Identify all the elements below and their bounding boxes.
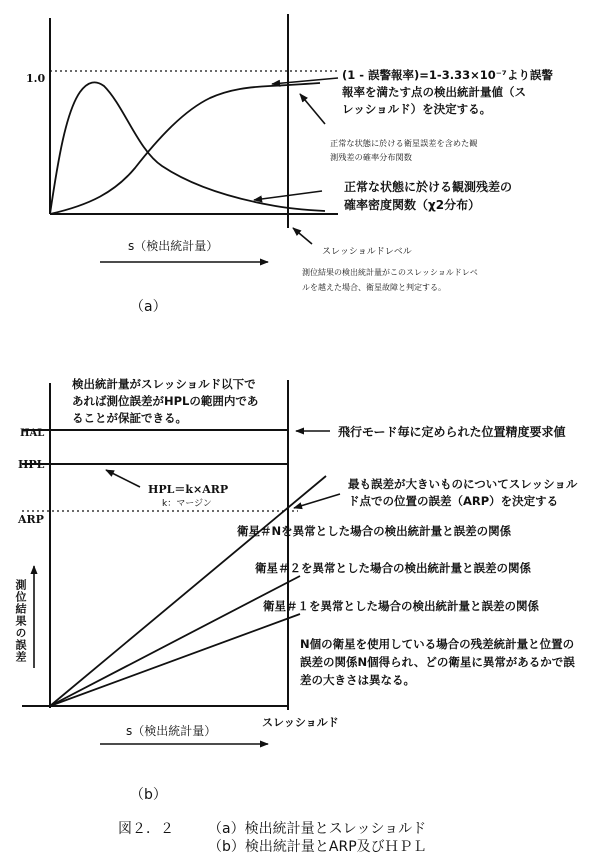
b-arp-note: 最も誤差が大きいものについてスレッショル ド点での位置の誤差（ARP）を決定する bbox=[348, 477, 578, 508]
a-pdf-label: 正常な状態に於ける観測残差の 確率密度関数（χ2分布） bbox=[344, 180, 513, 212]
b-threshold-label: スレッショルド bbox=[262, 716, 339, 729]
a-threshold-note: 測位結果の検出統計量がこのスレッショルドレベ ルを越えた場合、衛星故障と判定する。 bbox=[302, 268, 478, 292]
b-k-note: k：マージン bbox=[162, 499, 212, 509]
caption-line-1: （a）検出統計量とスレッショルド bbox=[208, 821, 427, 837]
a-y-tick-label: 1.0 bbox=[26, 72, 46, 85]
a-arrow-threshold bbox=[293, 228, 312, 244]
a-cdf-curve bbox=[50, 83, 320, 214]
b-hpl-formula: HPL＝k×ARP bbox=[148, 483, 229, 496]
b-line-sat-1 bbox=[50, 614, 300, 706]
b-line-2-label: 衛星＃２を異常とした場合の検出統計量と誤差の関係 bbox=[255, 561, 531, 575]
a-threshold-label: スレッショルドレベル bbox=[322, 247, 412, 257]
b-line-sat-2 bbox=[50, 576, 300, 706]
figure-a-plot bbox=[50, 14, 338, 262]
b-top-note: 検出統計量がスレッショルド以下で あれば測位誤差がHPLの範囲内であ ることが保証できる。 bbox=[72, 377, 259, 425]
b-line-n-label: 衛星＃Nを異常とした場合の検出統計量と誤差の関係 bbox=[237, 524, 512, 538]
b-n-sat-note: N個の衛星を使用している場合の残差統計量と位置の 誤差の関係N個得られ、どの衛星に異常があるかで誤 差の大きさは異なる。 bbox=[300, 637, 575, 687]
caption-line-2: （b）検出統計量とARP及びＨＰＬ bbox=[208, 839, 427, 855]
b-panel-label: （b） bbox=[130, 787, 167, 803]
b-hal-label: HAL bbox=[20, 428, 45, 439]
b-arp-label: ARP bbox=[18, 513, 44, 526]
b-line-1-label: 衛星＃１を異常とした場合の検出統計量と誤差の関係 bbox=[263, 599, 539, 613]
b-hpl-label: HPL bbox=[18, 458, 45, 471]
a-arrow-cdf bbox=[300, 94, 325, 124]
b-hal-note: 飛行モード毎に定められた位置精度要求値 bbox=[338, 425, 566, 439]
a-pdf-curve bbox=[50, 82, 325, 214]
a-x-axis-label: s（検出統計量） bbox=[128, 239, 219, 253]
a-panel-label: （a） bbox=[130, 299, 167, 315]
b-arrow-hpl-formula bbox=[106, 470, 140, 487]
a-false-alarm-note: (1 - 誤警報率)=1-3.33×10⁻⁷より誤警 報率を満たす点の検出統計量値（ス レッショルド）を決定する。 bbox=[342, 68, 553, 116]
caption-number: 図２．２ bbox=[118, 821, 174, 837]
b-x-axis-label: s（検出統計量） bbox=[126, 724, 217, 738]
a-cdf-label: 正常な状態に於ける衛星誤差を含めた観 測残差の確率分布関数 bbox=[330, 138, 478, 162]
b-y-axis-label: 測位結果の誤差 bbox=[14, 579, 27, 663]
